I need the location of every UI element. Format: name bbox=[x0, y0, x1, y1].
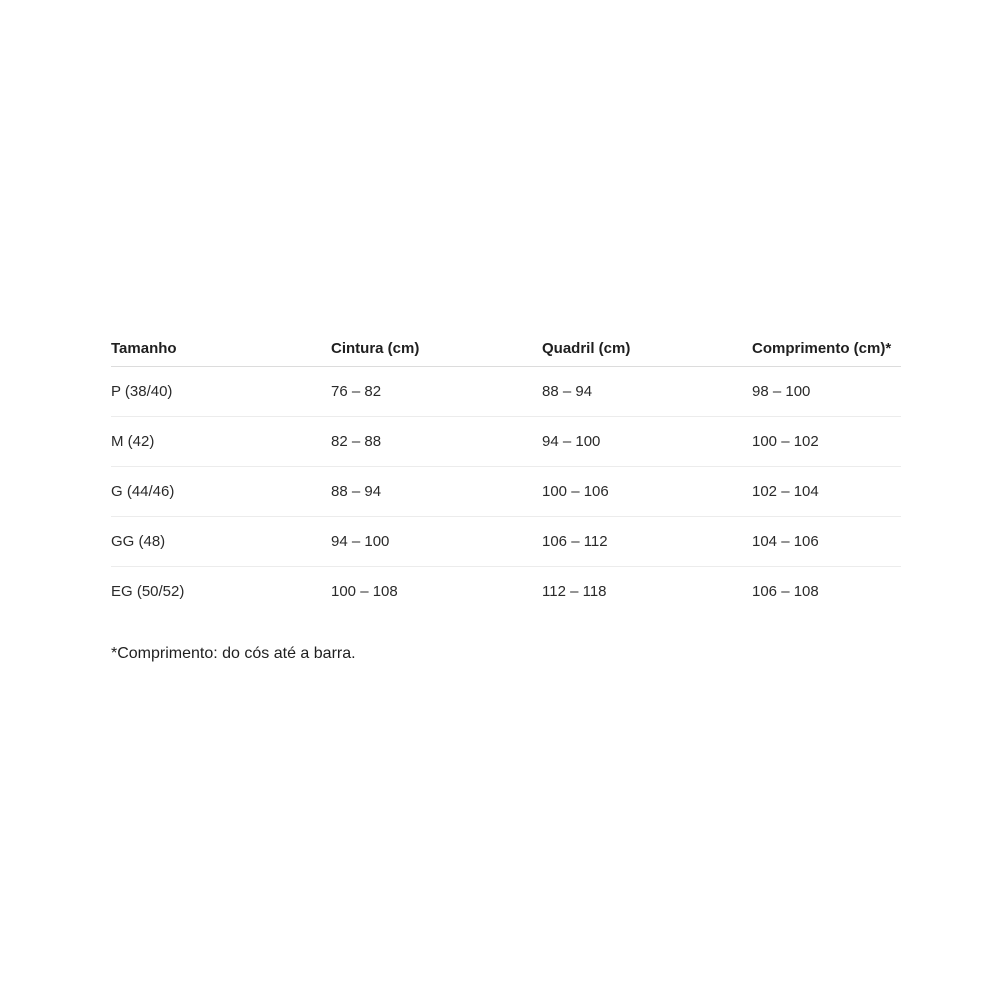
cell-hip: 100 – 106 bbox=[542, 467, 752, 517]
cell-waist: 88 – 94 bbox=[331, 467, 542, 517]
table-row bbox=[111, 467, 901, 517]
cell-size: EG (50/52) bbox=[111, 583, 185, 600]
table-row bbox=[111, 567, 901, 617]
cell-waist: 94 – 100 bbox=[331, 517, 542, 567]
table-row bbox=[111, 367, 901, 417]
cell-length: 104 – 106 bbox=[752, 517, 901, 567]
cell-hip: 112 – 118 bbox=[542, 583, 607, 600]
table-header-row bbox=[111, 330, 901, 367]
cell-length: 100 – 102 bbox=[752, 417, 901, 467]
header-cintura: Cintura (cm) bbox=[331, 330, 542, 367]
cell-size: G (44/46) bbox=[111, 467, 331, 517]
header-tamanho: Tamanho bbox=[111, 330, 331, 367]
cell-waist: 100 – 108 bbox=[331, 583, 398, 600]
cell-length: 106 – 108 bbox=[752, 583, 819, 600]
cell-length: 102 – 104 bbox=[752, 467, 901, 517]
cell-size: GG (48) bbox=[111, 517, 331, 567]
cell-size: M (42) bbox=[111, 417, 331, 467]
header-quadril: Quadril (cm) bbox=[542, 330, 752, 367]
cell-hip: 106 – 112 bbox=[542, 517, 752, 567]
size-table bbox=[111, 330, 901, 616]
table-row bbox=[111, 517, 901, 567]
header-comprimento: Comprimento (cm)* bbox=[752, 330, 901, 367]
table-row bbox=[111, 417, 901, 467]
footnote: *Comprimento: do cós até a barra. bbox=[111, 645, 356, 662]
cell-hip: 88 – 94 bbox=[542, 367, 752, 417]
cell-waist: 76 – 82 bbox=[331, 367, 542, 417]
cell-size: P (38/40) bbox=[111, 367, 331, 417]
cell-hip: 94 – 100 bbox=[542, 417, 752, 467]
cell-length: 98 – 100 bbox=[752, 367, 901, 417]
cell-waist: 82 – 88 bbox=[331, 417, 542, 467]
